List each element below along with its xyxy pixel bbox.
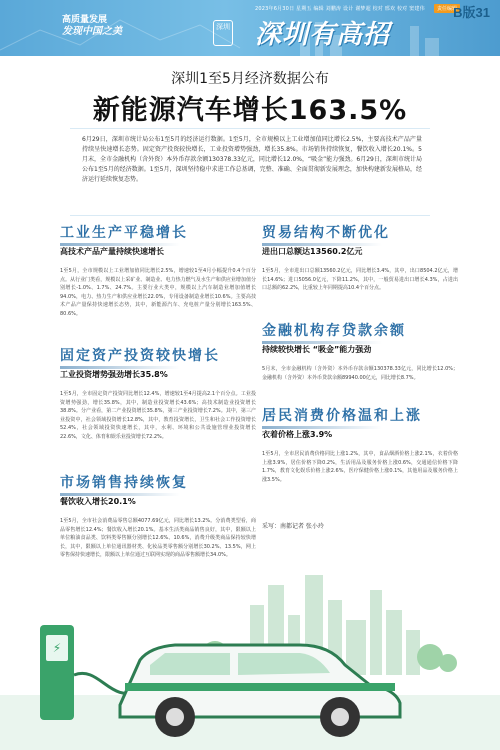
section-market (60, 472, 256, 560)
section-subtitle: 进出口总额达13560.2亿元 (262, 247, 363, 256)
svg-text:⚡: ⚡ (52, 641, 62, 655)
section-title: 工业生产平稳增长 (60, 222, 256, 240)
intro-paragraph: 6月29日，深圳市统计局公布1至5月的经济运行数据。1至5月，全市规模以上工业增加值同比增长2.5%，主要高技术产品产量持续呈快速增长态势。固定资产投资较快增长，工业投资增势强劲，增长35.8%。市场销售持续恢复，餐饮收入增长20.1%。5月末，全市金融机构（含外资）本外币存款余额130378.33亿元，同比增长12.0%，“吸金”能力强劲。6月29日，深圳市统计局公布1至5月的经济数据。1至5月，深圳坚持稳中求进工作总基调，完整、准确、全面贯彻新发展理念，加快构建新发展格局，经济运行延续恢复态势。 (82, 136, 422, 183)
page-meta-line: 2023年6月30日 星期五 编辑 刘鹏涛 设计 谢梦超 校对 邢欢 校对 窦建伟 (255, 6, 425, 12)
bottom-strip (0, 740, 500, 750)
section-title: 贸易结构不断优化 (262, 222, 458, 240)
section-body: 1至5月，全市社会消费品零售总额4077.69亿元，同比增长13.2%。分消费类型看，商品零售增长12.4%；餐饮收入增长20.1%。基本生活类商品销售良好，其中，限额以上单位粮油食品类、饮料类零售额分别增长12.6%、10.6%，消费升级类商品保持较快增长，其中，限额以上单位通讯器材类、化妆品类零售额分别增长30.2%、13.5%，网上零售保持快速增长，限额以上单位通过互联网实现的商品零售额增长34.0%。 (60, 518, 256, 558)
section-body: 1至5月，全市居民消费价格同比上涨1.2%，其中，食品烟酒价格上涨2.1%，衣着价格上涨3.9%，居住价格下降0.2%，生活用品及服务价格上涨0.6%，交通通信价格下降1.7%，教育文化娱乐价格上涨2.6%，医疗保健价格上涨0.1%，其他用品及服务价格上涨3.5%。 (262, 451, 458, 483)
seal-stamp: 深圳 (213, 20, 233, 46)
section-subtitle: 餐饮收入增长20.1% (60, 497, 136, 506)
section-industry (60, 222, 256, 318)
series-line-2: 发现中国之美 (62, 26, 122, 37)
section-body: 1至5月，全市固定资产投资同比增长12.4%，增速较1至4月提高2.1个百分点。工业投资增势强劲，增长35.8%，其中，制造业投资增长43.6%；高技术制造业投资增长38.8%。分产业看，第二产业投资增长35.8%，第三产业投资增长7.2%。其中，第三产业投资中，社会领域投资增长12.8%，其中，教育投资增长，卫生和社会工作投资增长52.4%，社会领域投资快速增长，其中，水利、环境和公共设施管理业投资增长22.6%，文化、体育和娱乐业投资增长72.2%。 (60, 391, 256, 440)
section-prices (262, 405, 458, 484)
ev-city-illustration (0, 565, 500, 750)
reporter-credit: 采写：南都记者 张小玲 (262, 523, 324, 530)
section-body: 1至5月，全市规模以上工业增加值同比增长2.5%，增速较1至4月小幅提升0.4个百分点。从行业门类看，规模以上采矿业、制造业、电力热力燃气及水生产和供应业增加值分别增长-1.0%、1.7%、24.7%。主要行业大类中，规模以上汽车制造业增加值增长94.0%，电力、热力生产和供应业增长22.0%，专用设备制造业增长10.6%。主要高技术产品产量保持快速增长态势，其中，新能源汽车、充电桩产量分别增长163.5%、80.6%。 (60, 268, 256, 317)
masthead-banner (0, 0, 500, 56)
headline-kicker: 深圳1至5月经济数据公布 (171, 71, 329, 87)
section-title: 金融机构存贷款余额 (262, 320, 458, 338)
section-body: 5月末，全市金融机构（含外资）本外币存款余额130378.33亿元，同比增长12.0%；金融机构（含外资）本外币贷款余额89940.00亿元，同比增长8.7%。 (262, 366, 458, 381)
section-title: 市场销售持续恢复 (60, 472, 256, 490)
series-title (62, 14, 122, 38)
section-subtitle: 工业投资增势强劲增长35.8% (60, 370, 168, 379)
page-number: B版31 (453, 5, 490, 20)
section-investment (60, 345, 256, 441)
section-trade (262, 222, 458, 293)
section-subtitle: 衣着价格上涨3.9% (262, 430, 333, 439)
section-subtitle: 高技术产品产量持续快速增长 (60, 247, 164, 256)
editor-badge: 责任编辑 (434, 4, 460, 13)
section-title: 居民消费价格温和上涨 (262, 405, 458, 423)
series-slogan: 深圳有高招 (255, 20, 391, 50)
headline-title: 新能源汽车增长163.5% (92, 95, 408, 126)
section-finance (262, 320, 458, 382)
series-line-1: 高质量发展 (62, 15, 108, 25)
section-title: 固定资产投资较快增长 (60, 345, 256, 363)
section-body: 1至5月，全市进出口总额13560.2亿元，同比增长3.4%，其中，出口8504.2亿元，增长14.6%；进口5056.0亿元，下降11.2%，其中，一般贸易进出口增长4.3%，占进出口总额的62.2%，比重较上年同期提高10.4个百分点。 (262, 268, 458, 291)
section-subtitle: 持续较快增长 “吸金”能力强劲 (262, 345, 372, 354)
